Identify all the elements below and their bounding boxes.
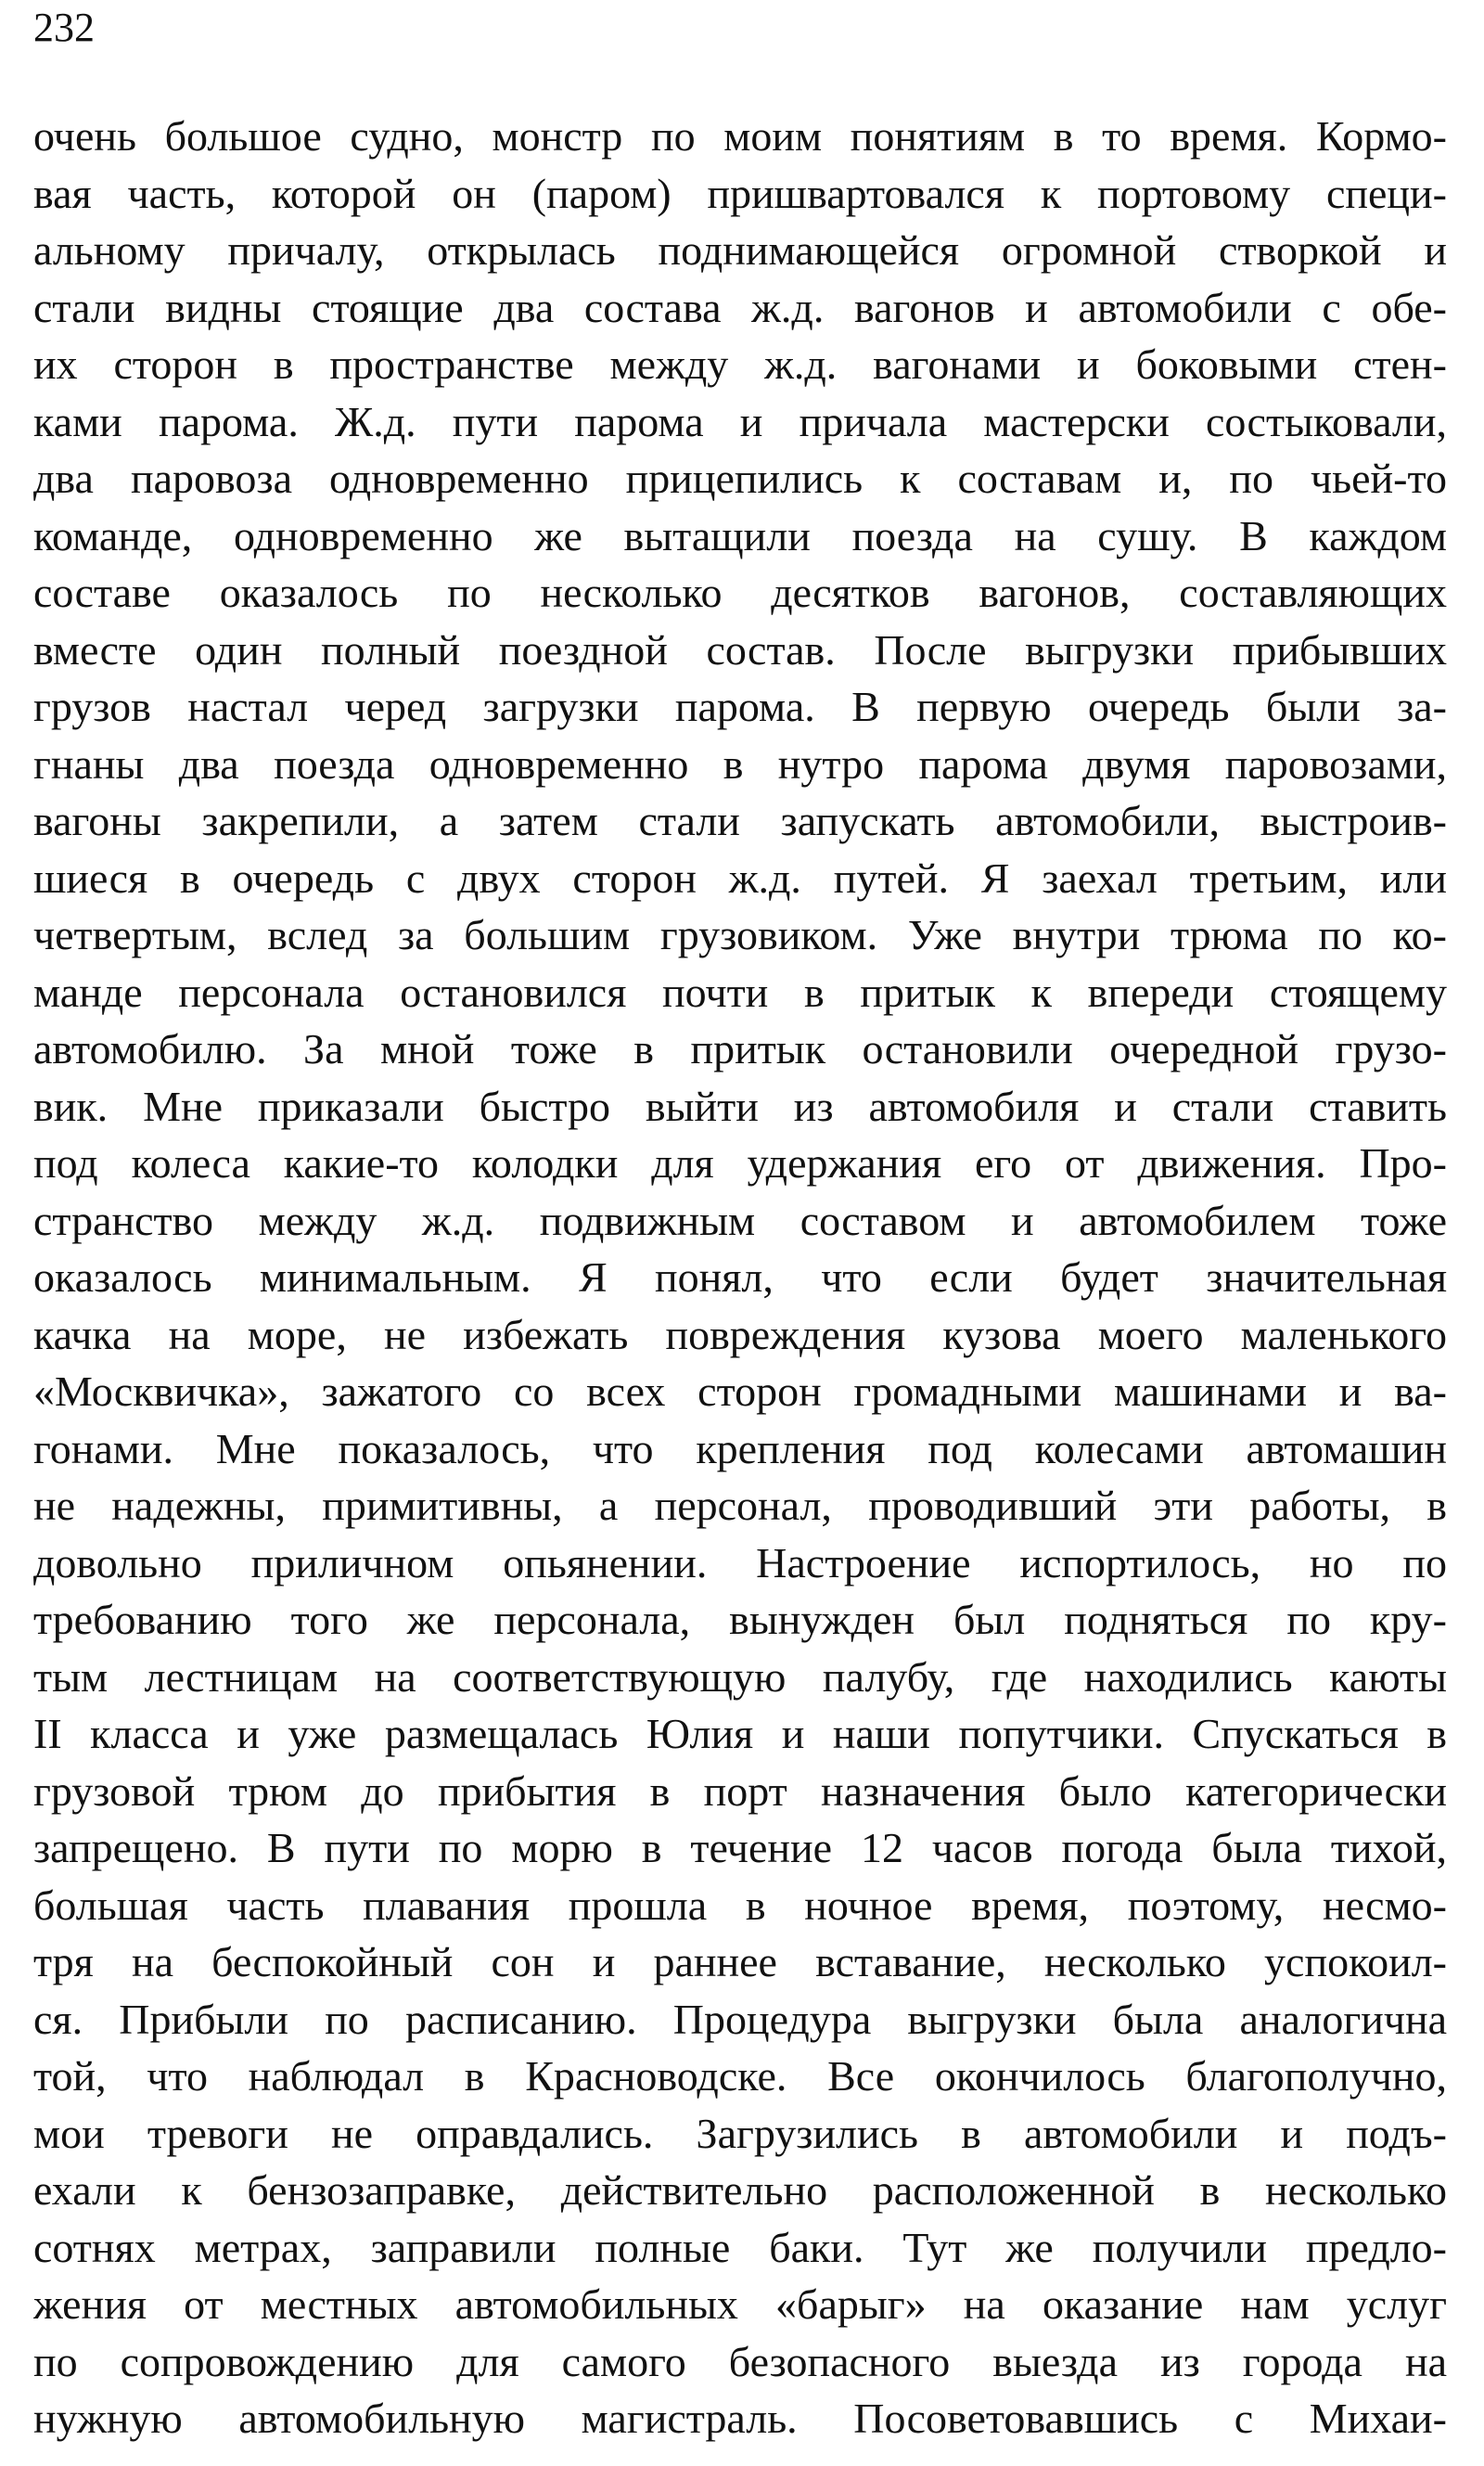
text-line: составе оказалось по несколько десятков вагонов, составляющих — [33, 569, 1447, 616]
text-line: II класса и уже размещалась Юлия и наши попутчики. Спускаться в — [33, 1710, 1447, 1757]
text-line: оказалось минимальным. Я понял, что если будет значительная — [33, 1253, 1447, 1301]
body-text — [33, 108, 1447, 2447]
page-number: 232 — [33, 5, 95, 50]
text-line: мои тревоги не оправдались. Загрузились в автомобили и подъ- — [33, 2109, 1447, 2157]
text-line: их сторон в пространстве между ж.д. вагонами и боковыми стен- — [33, 340, 1447, 388]
text-line: вагоны закрепили, а затем стали запускать автомобили, выстроив- — [33, 797, 1447, 844]
text-line: автомобилю. За мной тоже в притык остановили очередной грузо- — [33, 1025, 1447, 1072]
text-line: манде персонала остановился почти в притык к впереди стоящему — [33, 968, 1447, 1016]
text-line: четвертым, вслед за большим грузовиком. Уже внутри трюма по ко- — [33, 911, 1447, 958]
text-line: довольно приличном опьянении. Настроение испортилось, но по — [33, 1538, 1447, 1586]
text-line: гонами. Мне показалось, что крепления под колесами автомашин — [33, 1424, 1447, 1472]
text-line: гнаны два поезда одновременно в нутро парома двумя паровозами, — [33, 739, 1447, 788]
text-line: грузов настал черед загрузки парома. В первую очередь были за- — [33, 683, 1447, 730]
text-line: под колеса какие-то колодки для удержания его от движения. Про- — [33, 1139, 1447, 1187]
text-line: сотнях метрах, заправили полные баки. Тут же получили предло- — [33, 2223, 1447, 2271]
text-line: шиеся в очередь с двух сторон ж.д. путей. Я заехал третьим, или — [33, 854, 1447, 902]
text-line: ехали к бензозаправке, действительно расположенной в несколько — [33, 2166, 1447, 2214]
text-line: «Москвичка», зажатого со всех сторон громадными машинами и ва- — [33, 1368, 1447, 1415]
text-line: тым лестницам на соответствующую палубу, где находились каюты — [33, 1652, 1447, 1701]
text-line: тря на беспокойный сон и раннее вставание, несколько успокоил- — [33, 1938, 1447, 1985]
text-line: странство между ж.д. подвижным составом и автомобилем тоже — [33, 1196, 1447, 1244]
text-line: нужную автомобильную магистраль. Посоветовавшись с Михаи- — [33, 2395, 1447, 2442]
text-line: команде, одновременно же вытащили поезда на сушу. В каждом — [33, 511, 1447, 559]
text-line: ками парома. Ж.д. пути парома и причала мастерски состыковали, — [33, 397, 1447, 445]
text-line: по сопровождению для самого безопасного выезда из города на — [33, 2337, 1447, 2385]
text-line: ся. Прибыли по расписанию. Процедура выгрузки была аналогична — [33, 1995, 1447, 2043]
text-line: жения от местных автомобильных «барыг» на оказание нам услуг — [33, 2280, 1447, 2328]
text-line: очень большое судно, монстр по моим понятиям в то время. Кормо- — [33, 112, 1447, 160]
text-line: альному причалу, открылась поднимающейся огромной створкой и — [33, 226, 1447, 274]
text-line: требованию того же персонала, вынужден был подняться по кру- — [33, 1596, 1447, 1643]
text-line: вик. Мне приказали быстро выйти из автомобиля и стали ставить — [33, 1082, 1447, 1130]
text-line: два паровоза одновременно прицепились к составам и, по чьей-то — [33, 455, 1447, 502]
text-line: большая часть плавания прошла в ночное время, поэтому, несмо- — [33, 1881, 1447, 1929]
text-line: не надежны, примитивны, а персонал, проводивший эти работы, в — [33, 1482, 1447, 1529]
text-line: грузовой трюм до прибытия в порт назначения было категорически — [33, 1766, 1447, 1815]
text-line: той, что наблюдал в Красноводске. Все окончилось благополучно, — [33, 2052, 1447, 2100]
text-line: вместе один полный поездной состав. После выгрузки прибывших — [33, 625, 1447, 674]
text-line: вая часть, которой он (паром) пришвартовался к портовому специ- — [33, 169, 1447, 217]
text-line: запрещено. В пути по морю в течение 12 часов погода была тихой, — [33, 1824, 1447, 1871]
text-line: качка на море, не избежать повреждения кузова моего маленького — [33, 1310, 1447, 1358]
text-line: стали видны стоящие два состава ж.д. вагонов и автомобили с обе- — [33, 283, 1447, 331]
